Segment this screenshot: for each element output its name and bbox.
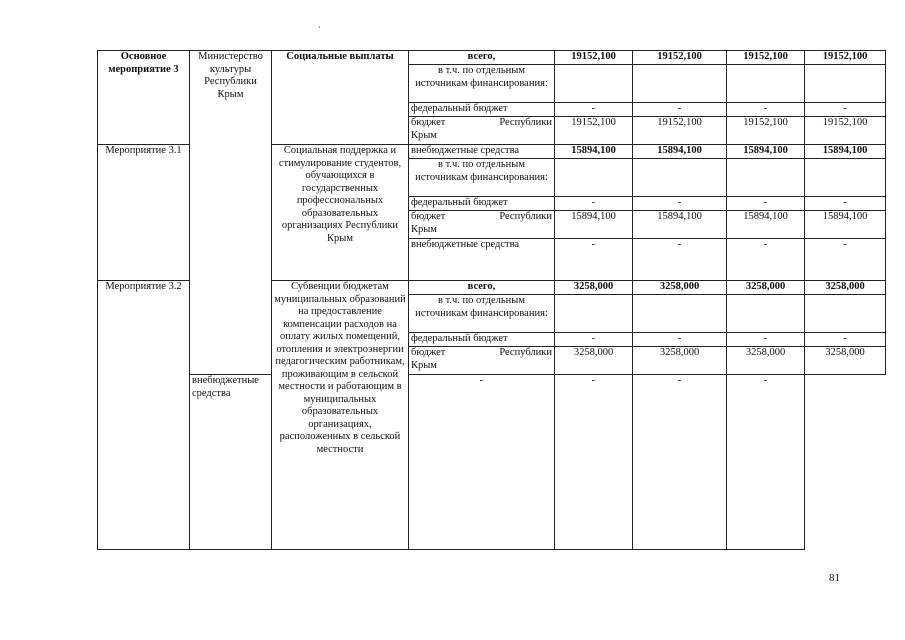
source-label-part: Крым [411,359,437,371]
value-cell: - [409,375,555,550]
value-cell: 3258,000 [555,347,633,375]
scan-mark [319,26,320,28]
value-cell: - [633,239,727,281]
value-cell: 15894,100 [727,145,805,159]
source-label: внебюджетные средства [409,145,555,159]
value-cell [727,159,805,197]
source-label-part: бюджет [411,211,446,222]
source-label: всего, [409,281,555,295]
value-cell: - [805,103,886,117]
source-label: в т.ч. по отдельным источникам финансирования: [409,65,555,103]
source-label: внебюджетные средства [190,375,272,550]
activity-name: Основное мероприятие 3 [98,51,190,145]
value-cell: - [555,103,633,117]
source-label-part: Крым [411,129,437,141]
value-cell: - [727,375,805,550]
value-cell: 3258,000 [727,347,805,375]
source-label [409,211,555,239]
value-cell: 15894,100 [555,145,633,159]
value-cell: 15894,100 [555,211,633,239]
source-label: внебюджетные средства [409,239,555,281]
source-label: всего, [409,51,555,65]
activity-name: Мероприятие 3.2 [98,281,190,550]
value-cell: 3258,000 [805,281,886,295]
page-number: 81 [829,572,840,584]
value-cell: 15894,100 [633,145,727,159]
source-label [409,117,555,145]
value-cell [805,159,886,197]
value-cell: 15894,100 [727,211,805,239]
value-cell: 15894,100 [633,211,727,239]
value-cell: 19152,100 [555,51,633,65]
source-label-part: Республики [499,211,552,222]
source-label: федеральный бюджет [409,333,555,347]
value-cell: - [727,197,805,211]
value-cell [633,159,727,197]
value-cell: - [727,103,805,117]
table-row [98,375,886,550]
source-label-part: бюджет [411,347,446,358]
source-label: федеральный бюджет [409,197,555,211]
source-label [409,347,555,375]
value-cell: - [805,333,886,347]
value-cell: 3258,000 [555,281,633,295]
activity-title: Субвенции бюджетам муниципальных образований на предоставление компенсации расходов на оплату жилых помещений, отопления и электроэнергии педагогическим работникам, проживающим в сельской местности и работающим в муниципальных образовательных организациях, расположенных в сельской местности [272,281,409,550]
value-cell: - [555,239,633,281]
value-cell: - [633,197,727,211]
value-cell [727,295,805,333]
value-cell: 19152,100 [633,51,727,65]
value-cell: 3258,000 [633,347,727,375]
value-cell: 19152,100 [555,117,633,145]
value-cell [633,295,727,333]
source-label-part: Республики [499,347,552,358]
executor-name: Министерство культуры Республики Крым [190,51,272,375]
value-cell: - [633,103,727,117]
value-cell: - [555,375,633,550]
value-cell: 15894,100 [805,211,886,239]
value-cell: 3258,000 [727,281,805,295]
value-cell [805,65,886,103]
activity-name: Мероприятие 3.1 [98,145,190,281]
source-label: федеральный бюджет [409,103,555,117]
table-row [98,51,886,65]
value-cell [727,65,805,103]
value-cell [555,295,633,333]
source-label: в т.ч. по отдельным источникам финансирования: [409,295,555,333]
value-cell [555,65,633,103]
activity-title: Социальная поддержка и стимулирование студентов, обучающихся в государственных профессиональных образовательных организациях Республики Крым [272,145,409,281]
value-cell [805,295,886,333]
value-cell: 3258,000 [633,281,727,295]
value-cell: 19152,100 [727,51,805,65]
value-cell: - [805,239,886,281]
value-cell: - [633,333,727,347]
value-cell: - [727,333,805,347]
source-label-part: бюджет [411,117,446,128]
activity-title: Социальные выплаты [272,51,409,145]
source-label: в т.ч. по отдельным источникам финансирования: [409,159,555,197]
value-cell: - [555,197,633,211]
value-cell [633,65,727,103]
value-cell: - [805,197,886,211]
source-label-part: Республики [499,117,552,128]
value-cell: - [555,333,633,347]
value-cell: 3258,000 [805,347,886,375]
value-cell: 19152,100 [633,117,727,145]
value-cell: 15894,100 [805,145,886,159]
funding-table [97,50,886,550]
value-cell: 19152,100 [805,51,886,65]
value-cell: 19152,100 [727,117,805,145]
value-cell: - [727,239,805,281]
value-cell: - [633,375,727,550]
value-cell [555,159,633,197]
source-label-part: Крым [411,223,437,235]
value-cell: 19152,100 [805,117,886,145]
